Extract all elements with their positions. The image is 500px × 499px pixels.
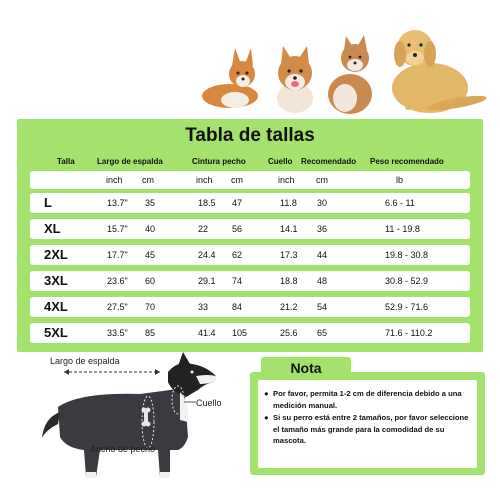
cell-chest-inch: 33 bbox=[198, 302, 209, 312]
size-table bbox=[17, 119, 483, 352]
back-length-label: Largo de espalda bbox=[50, 356, 120, 366]
cell-neck-inch: 21.2 bbox=[280, 302, 298, 312]
unit-neck-inch: inch bbox=[278, 175, 295, 185]
neck-label: Cuello bbox=[196, 398, 222, 408]
cell-chest-inch: 18.5 bbox=[198, 198, 216, 208]
cell-chest-cm: 84 bbox=[232, 302, 243, 312]
measurement-diagram bbox=[20, 352, 240, 497]
cell-size: 3XL bbox=[44, 273, 68, 288]
dog-garment-illustration bbox=[20, 352, 240, 497]
cell-weight: 71.6 - 110.2 bbox=[385, 328, 433, 338]
cell-size: 5XL bbox=[44, 325, 68, 340]
note-item bbox=[264, 412, 471, 447]
cell-neck-inch: 18.8 bbox=[280, 276, 298, 286]
cell-back-inch: 33.5" bbox=[107, 328, 128, 338]
cell-back-inch: 15.7" bbox=[107, 224, 128, 234]
cell-size: 2XL bbox=[44, 247, 68, 262]
cell-weight: 19.8 - 30.8 bbox=[385, 250, 429, 260]
table-row bbox=[30, 245, 470, 265]
table-row bbox=[30, 271, 470, 291]
cell-chest-cm: 56 bbox=[232, 224, 243, 234]
chest-width-label: Ancho de pecho bbox=[90, 444, 156, 454]
note-text-1: Por favor, permita 1-2 cm de diferencia debido a una medición manual. bbox=[273, 389, 462, 410]
cell-neck-cm: 44 bbox=[317, 250, 328, 260]
cell-neck-inch: 11.8 bbox=[280, 198, 297, 208]
cell-chest-inch: 24.4 bbox=[198, 250, 216, 260]
corgi-illustration bbox=[202, 48, 258, 108]
cell-chest-cm: 105 bbox=[232, 328, 248, 338]
cell-weight: 11 - 19.8 bbox=[385, 224, 420, 234]
cell-weight: 30.8 - 52.9 bbox=[385, 276, 429, 286]
header-recommended: Recomendado bbox=[301, 157, 357, 166]
note-title: Nota bbox=[261, 357, 351, 379]
cell-chest-cm: 74 bbox=[232, 276, 243, 286]
bullet-icon: ● bbox=[264, 389, 269, 398]
cell-neck-cm: 48 bbox=[317, 276, 328, 286]
cell-neck-cm: 65 bbox=[317, 328, 328, 338]
unit-back-inch: inch bbox=[106, 175, 123, 185]
cell-size: L bbox=[44, 195, 52, 210]
cell-chest-inch: 41.4 bbox=[198, 328, 216, 338]
golden-retriever-illustration bbox=[392, 30, 487, 113]
table-row bbox=[30, 193, 470, 213]
unit-neck-cm: cm bbox=[316, 175, 328, 185]
unit-chest-cm: cm bbox=[231, 175, 243, 185]
cell-chest-cm: 62 bbox=[232, 250, 243, 260]
cell-neck-cm: 36 bbox=[317, 224, 328, 234]
cell-back-inch: 17.7" bbox=[107, 250, 128, 260]
header-weight: Peso recomendado bbox=[370, 157, 444, 166]
shiba-illustration bbox=[277, 46, 313, 113]
shiba-sitting-illustration bbox=[328, 35, 372, 114]
cell-back-cm: 70 bbox=[145, 302, 156, 312]
table-row bbox=[30, 323, 470, 343]
table-row bbox=[30, 219, 470, 239]
cell-back-cm: 45 bbox=[145, 250, 156, 260]
unit-back-cm: cm bbox=[142, 175, 154, 185]
header-size: Talla bbox=[57, 157, 75, 166]
table-title: Tabla de tallas bbox=[185, 125, 315, 146]
cell-back-cm: 85 bbox=[145, 328, 156, 338]
cell-back-inch: 23.6" bbox=[107, 276, 128, 286]
cell-back-inch: 13.7" bbox=[107, 198, 128, 208]
cell-weight: 6.6 - 11 bbox=[385, 198, 415, 208]
cell-chest-inch: 22 bbox=[198, 224, 209, 234]
unit-weight: lb bbox=[396, 175, 404, 185]
header-neck: Cuello bbox=[268, 157, 293, 166]
cell-back-cm: 60 bbox=[145, 276, 156, 286]
note-item bbox=[264, 388, 471, 411]
cell-size: XL bbox=[44, 221, 61, 236]
note-box bbox=[250, 372, 485, 475]
cell-weight: 52.9 - 71.6 bbox=[385, 302, 429, 312]
cell-chest-inch: 29.1 bbox=[198, 276, 216, 286]
cell-neck-cm: 54 bbox=[317, 302, 328, 312]
header-back-length: Largo de espalda bbox=[97, 157, 163, 166]
note-text-2: Si su perro está entre 2 tamaños, por favor seleccione el tamaño más grande para la comodidad de su mascota. bbox=[273, 413, 469, 445]
dog-photos-illustration bbox=[195, 18, 495, 118]
cell-back-cm: 40 bbox=[145, 224, 156, 234]
cell-back-inch: 27.5" bbox=[107, 302, 128, 312]
table-row bbox=[30, 297, 470, 317]
cell-neck-cm: 30 bbox=[317, 198, 328, 208]
cell-chest-cm: 47 bbox=[232, 198, 243, 208]
units-row bbox=[30, 171, 470, 189]
unit-chest-inch: inch bbox=[196, 175, 213, 185]
cell-size: 4XL bbox=[44, 299, 68, 314]
header-chest: Cintura pecho bbox=[192, 157, 246, 166]
cell-neck-inch: 25.6 bbox=[280, 328, 298, 338]
bullet-icon: ● bbox=[264, 413, 269, 422]
dog-photos bbox=[195, 18, 495, 118]
cell-neck-inch: 14.1 bbox=[280, 224, 298, 234]
cell-back-cm: 35 bbox=[145, 198, 156, 208]
cell-neck-inch: 17.3 bbox=[280, 250, 298, 260]
note-content bbox=[258, 380, 477, 468]
